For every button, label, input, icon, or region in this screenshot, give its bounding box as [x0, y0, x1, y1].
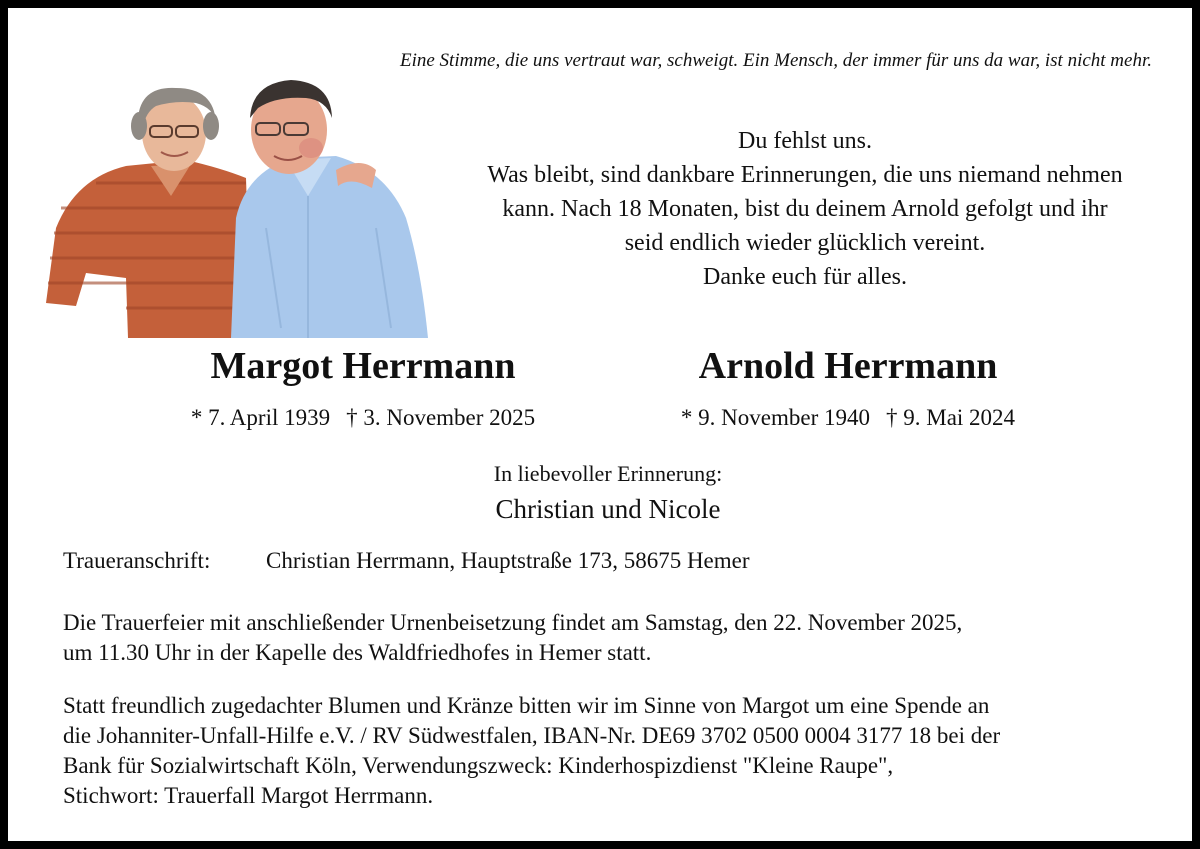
verse-line: Danke euch für alles.: [703, 264, 907, 290]
birth-date: * 9. November 1940: [680, 405, 870, 430]
woman-figure: [46, 88, 251, 338]
verse-line: Was bleibt, sind dankbare Erinnerungen, die uns niemand nehmen: [487, 162, 1123, 188]
donation-notice: [63, 691, 1178, 811]
remembrance-heading: In liebevoller Erinnerung:: [493, 461, 723, 486]
donation-line: Statt freundlich zugedachter Blumen und Kränze bitten wir im Sinne von Margot um eine Spende an: [63, 693, 990, 718]
mourners-names: Christian und Nicole: [495, 494, 721, 524]
deceased-name-margot: Margot Herrmann: [210, 345, 516, 387]
donation-line: die Johanniter-Unfall-Hilfe e.V. / RV Südwestfalen, IBAN-Nr. DE69 3702 0500 0004 3177 18 bei der: [63, 723, 1001, 748]
deceased-name-arnold: Arnold Herrmann: [698, 345, 998, 387]
ceremony-line: Die Trauerfeier mit anschließender Urnenbeisetzung findet am Samstag, den 22. November 2025,: [63, 610, 963, 635]
ceremony-line: um 11.30 Uhr in der Kapelle des Waldfriedhofes in Hemer statt.: [63, 640, 652, 665]
life-dates-arnold: [598, 405, 1098, 431]
man-figure: [231, 80, 428, 338]
address-value: Christian Herrmann, Hauptstraße 173, 58675 Hemer: [266, 548, 750, 573]
motto-quote: Eine Stimme, die uns vertraut war, schweigt. Ein Mensch, der immer für uns da war, ist nicht mehr.: [399, 50, 1152, 71]
death-date: † 3. November 2025: [346, 405, 536, 430]
life-dates-margot: [113, 405, 613, 431]
donation-line: Bank für Sozialwirtschaft Köln, Verwendungszweck: Kinderhospizdienst "Kleine Raupe",: [63, 753, 894, 778]
couple-photo: [46, 78, 428, 338]
verse-line: kann. Nach 18 Monaten, bist du deinem Arnold gefolgt und ihr: [502, 196, 1108, 222]
donation-line: Stichwort: Trauerfall Margot Herrmann.: [63, 783, 434, 808]
ceremony-notice: [63, 608, 1178, 668]
verse-line: seid endlich wieder glücklich vereint.: [624, 230, 986, 256]
address-label: Traueranschrift:: [63, 548, 211, 573]
verse-line: Du fehlst uns.: [738, 128, 872, 154]
mourning-address: [63, 548, 750, 574]
death-date: † 9. Mai 2024: [886, 405, 1016, 430]
verse-block: [428, 124, 1182, 294]
birth-date: * 7. April 1939: [190, 405, 331, 430]
